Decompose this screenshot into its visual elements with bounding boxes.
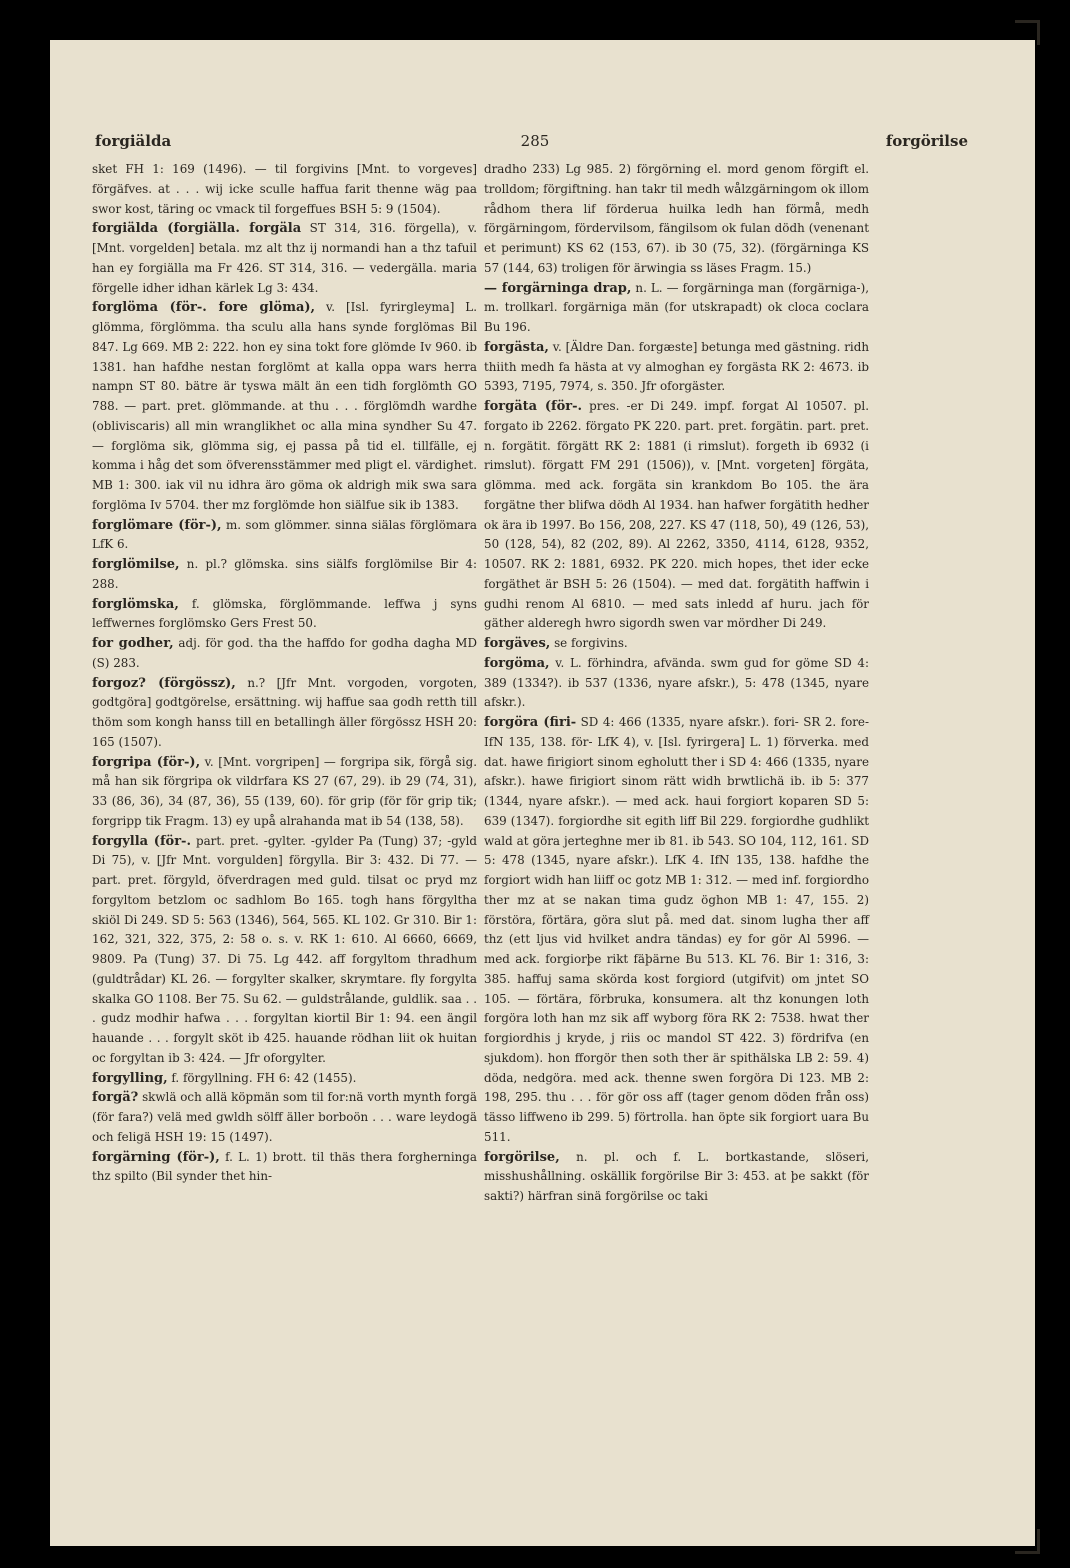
dictionary-entry xyxy=(484,1148,869,1207)
headword: forgiälda (forgiälla. forgäla xyxy=(92,221,302,237)
headword: forgoz? (förgössz), xyxy=(92,675,236,691)
entry-text: n. pl.? glömska. sins siälfs forglömilse Bir 4: 288. xyxy=(92,557,477,591)
dictionary-entry xyxy=(92,1069,477,1089)
dictionary-entry xyxy=(92,298,477,515)
headword: forgäta (för-. xyxy=(484,399,583,414)
entry-text: pres. -er Di 249. impf. forgat Al 10507. pl. forgato ib 2262. förgato PK 220. part. pret. forgätin. part. pret. n. forgätit. förgätt RK 2: 1881 (i rimslut). forgeth ib 6932 (i rimslut). förgatt FM 291 (1506)), v. [Mnt. vorgeten] förgäta, glömma. med ack. forgäta sin krankdom Bo 105. the ära forgätne ther blifwa dödh Al 1934. han hafwer forgätith hedher ok ära ib 1997. Bo 156, 208, 227. KS 47 (118, 50), 49 (126, 53), 50 (128, 54), 82 (202, 89). Al 2262, 3350, 4114, 6128, 9352, 10507. RK 2: 1881, 6932. PK 220. mich hopes, thet ider ecke forgäthet är BSH 5: 26 (1504). — med dat. forgätith haffwin i gudhi renom Al 6810. — med sats inledd af huru. jach för gäther alderegh hwro sigordh swen var mördher Di 249. xyxy=(484,399,870,631)
dictionary-entry xyxy=(484,279,869,338)
headword: forgöra (firi- xyxy=(484,715,577,730)
dictionary-entry xyxy=(92,595,477,635)
dictionary-entry xyxy=(92,555,477,595)
dictionary-entry xyxy=(484,634,869,654)
headword: forglömska, xyxy=(92,596,179,612)
headword: forgripa (för-), xyxy=(92,754,201,770)
entry-text: part. pret. -gylter. -gylder Pa (Tung) 37; -gyld Di 75), v. [Jfr Mnt. vorgulden] förgylla. Bir 3: 432. Di 77. — part. pret. förgyld, öfverdragen med guld. tilsat oc pryd mz forgyltom betzlom oc sadhlom Bo 165. togh hans förgyltha skiöl Di 249. SD 5: 563 (1346), 564, 565. KL 102. Gr 310. Bir 1: 162, 321, 322, 375, 2: 58 o. s. v. RK 1: 610. Al 6660, 6669, 9809. Pa (Tung) 37. Di 75. Lg 442. aff forgyltom thradhum (guldtrådar) KL 26. — forgylter skalker, skrymtare. fly forgylta skalka GO 1108. Ber 75. Su 62. — guldstrålande, guldlik. saa . . . gudz modhir hafwa . . . forgyltan kiortil Bir 1: 94. een ängil hauande . . . forgylt sköt ib 425. hauande rödhan liit ok huitan oc forgyltan ib 3: 424. — Jfr oforgylter. xyxy=(92,833,477,1065)
dictionary-entry xyxy=(484,338,869,397)
entry-text: ST 314, 316. förgella), v. [Mnt. vorgelden] betala. mz alt thz ij normandi han a thz tafuil han ey forgiälla ma Fr 426. ST 314, 316. — vedergälla. maria förgelle idher idhan kärlek Lg 3: 434. xyxy=(92,221,477,295)
left-column xyxy=(92,160,477,1187)
running-head-right: forgörilse xyxy=(885,132,968,150)
entry-text: v. [Mnt. vorgripen] — forgripa sik, förgå sig. må han sik förgripa ok vildrfara KS 27 (67, 29). ib 29 (74, 31), 33 (86, 36), 34 (87, 36), 55 (139, 60). för grip (för för grip tik; forgripp tik Fragm. 13) ey upå alrahanda mat ib 54 (138, 58). xyxy=(92,754,477,828)
dictionary-entry xyxy=(92,674,477,753)
headword: forgästa, xyxy=(484,339,549,355)
page-number: 285 xyxy=(520,132,550,150)
entry-text: f. L. 1) brott. til thäs thera forgherninga thz spilto (Bil synder thet hin- xyxy=(92,1149,477,1184)
crop-mark-bottom xyxy=(1015,1529,1040,1554)
entry-text: skwlä och allä köpmän som til for:nä vorth mynth forgä (för fara?) velä med gwldh sölff äller borboön . . . ware leydogä och feligä HSH 19: 15 (1497). xyxy=(92,1090,477,1144)
dictionary-entry xyxy=(484,654,869,713)
entry-text: dradho 233) Lg 985. 2) förgörning el. mord genom förgift el. trolldom; förgiftning. han takr til medh wålzgärningom ok illom rådhom thera lif förderua huilka ledh han förmå, medh förgärningom, fördervilsom, fängilsom ok fulan dödh (venenant et perimunt) KS 62 (153, 67). ib 30 (75, 32). (förgärninga KS 57 (144, 63) troligen för ärwingia ss läses Fragm. 15.) xyxy=(484,162,869,275)
headword: for godher, xyxy=(92,636,174,651)
headword: — forgärninga drap, xyxy=(484,280,632,296)
headword: forglöma (för-. fore glöma), xyxy=(92,300,316,316)
entry-text: SD 4: 466 (1335, nyare afskr.). fori- SR 2. fore- IfN 135, 138. för- LfK 4), v. [Isl. fyrirgera] L. 1) förverka. med dat. hawe firigiort sinom egholutt ther i SD 4: 466 (1335, nyare afskr.). hawe firigiort sinom rätt widh brwtlichä ib. ib 5: 377 (1344, nyare afskr.). — med ack. haui forgiort koparen SD 5: 639 (1347). forgiordhe sit egith liff Bil 229. forgiordhe gudhlikt wald at göra jerteghne mer ib 81. ib 543. SO 104, 112, 161. SD 5: 478 (1345, nyare afskr.). LfK 4. IfN 135, 138. hafdhe the forgiort widh han liiff oc gotz MB 1: 312. — med inf. forgiordho ther mz at se nakan tima gudz öghon MB 1: 47, 155. 2) förstöra, förtära, göra slut på. med dat. sinom lugha ther aff thz (ett ljus vid hvilket andra tändas) ey for gör Al 5996. — med ack. forgiorþe rikt fäþärne Bu 513. KL 76. Bir 1: 316, 3: 385. haffuj sama skörda kost forgiord (utgifvit) om jntet SO 105. — förtära, förbruka, konsumera. alt thz konungen loth forgöra loth han mz sik aff wyborg föra RK 2: 7538. hwat ther forgiordhis j kryde, j riis oc mandol ST 422. 3) fördrifva (en sjukdom). hon fforgör then soth ther är spithälska LB 2: 59. 4) döda, nedgöra. med ack. thenne swen forgöra Di 123. MB 2: 198, 295. thu . . . för gör oss aff (tager genom döden från oss) tässo liffweno ib 299. 5) förtrolla. han öpte sik forgiort uara Bu 511. xyxy=(484,715,869,1144)
entry-text: n. pl. och f. L. bortkastande, slöseri, misshushållning. oskällik forgörilse Bir 3: 453. at þe sakkt (för sakti?) härfran sinä forgörilse oc taki xyxy=(484,1149,869,1203)
dictionary-entry xyxy=(92,634,477,674)
entry-text: v. [Isl. fyrirgleyma] L. glömma, förglömma. tha sculu alla hans synde forglömas Bil 847. Lg 669. MB 2: 222. hon ey sina tokt fore glömde Iv 960. ib 1381. han hafdhe nestan forglömt at kalla oppa wars herra nampn ST 80. bätre är tyswa mält än een tidh forglömth GO 788. — part. pret. glömmande. at thu . . . förglömdh wardhe (obliviscaris) all min wranglikhet oc alla mina syndher Su 47. — forglöma sik, glömma sig, ej passa på tid el. tillfälle, ej komma i håg det som öfverensstämmer med pligt el. värdighet. MB 1: 300. iak vil nu idhra äro göma ok aldrigh mik swa sara forglöma Iv 5704. ther mz forglömde hon siälfue sik ib 1383. xyxy=(92,300,477,512)
headword: forgylling, xyxy=(92,1070,168,1086)
entry-text: f. förgyllning. FH 6: 42 (1455). xyxy=(167,1070,357,1085)
entry-text: n.? [Jfr Mnt. vorgoden, vorgoten, godtgöra] godtgörelse, ersättning. wij haffue saa godh retth till thöm som kongh hanss till en betallingh äller förgössz HSH 20: 165 (1507). xyxy=(92,675,478,749)
dictionary-entry xyxy=(92,753,477,832)
entry-text: m. som glömmer. sinna siälas förglömara LfK 6. xyxy=(92,517,477,552)
entry-text: se forgivins. xyxy=(550,636,628,650)
headword: forgöma, xyxy=(484,655,550,671)
entry-text: adj. för god. tha the haffdo for godha dagha MD (S) 283. xyxy=(92,636,478,670)
headword: forglömare (för-), xyxy=(92,517,222,533)
dictionary-entry xyxy=(92,160,477,219)
dictionary-entry xyxy=(484,713,869,1148)
entry-text: v. L. förhindra, afvända. swm gud for göme SD 4: 389 (1334?). ib 537 (1336, nyare afskr.), 5: 478 (1345, nyare afskr.). xyxy=(484,655,869,710)
crop-mark-top xyxy=(1015,20,1040,45)
dictionary-entry xyxy=(92,1088,477,1147)
headword: forgylla (för-. xyxy=(92,833,191,849)
headword: forgäves, xyxy=(484,636,551,651)
entry-text: sket FH 1: 169 (1496). — til forgivins [Mnt. to vorgeves] förgäfves. at . . . wij icke sculle haffua farit thenne wäg paa swor kost, täring oc vmack til forgeffues BSH 5: 9 (1504). xyxy=(92,162,477,216)
entry-text: n. L. — forgärninga man (forgärniga-), m. trollkarl. forgärniga män (for utskrapadt) ok cloca coclara Bu 196. xyxy=(484,280,869,334)
running-head-left: forgiälda xyxy=(95,132,172,150)
headword: forgä? xyxy=(92,1090,139,1106)
dictionary-entry xyxy=(92,1148,477,1188)
headword: forgörilse, xyxy=(484,1149,560,1165)
dictionary-entry xyxy=(484,160,869,279)
dictionary-entry xyxy=(92,516,477,556)
dictionary-entry xyxy=(92,219,477,298)
dictionary-entry xyxy=(484,397,869,634)
headword: forgärning (för-), xyxy=(92,1149,220,1165)
dictionary-entry xyxy=(92,832,477,1069)
headword: forglömilse, xyxy=(92,557,180,572)
entry-text: f. glömska, förglömmande. leffwa j syns leffwernes forglömsko Gers Frest 50. xyxy=(92,596,477,631)
entry-text: v. [Äldre Dan. forgæste] betunga med gästning. ridh thiith medh fa hästa at vy almoghan ey forgästa RK 2: 4673. ib 5393, 7195, 7974, s. 350. Jfr oforgäster. xyxy=(484,339,869,394)
right-column xyxy=(484,160,869,1207)
